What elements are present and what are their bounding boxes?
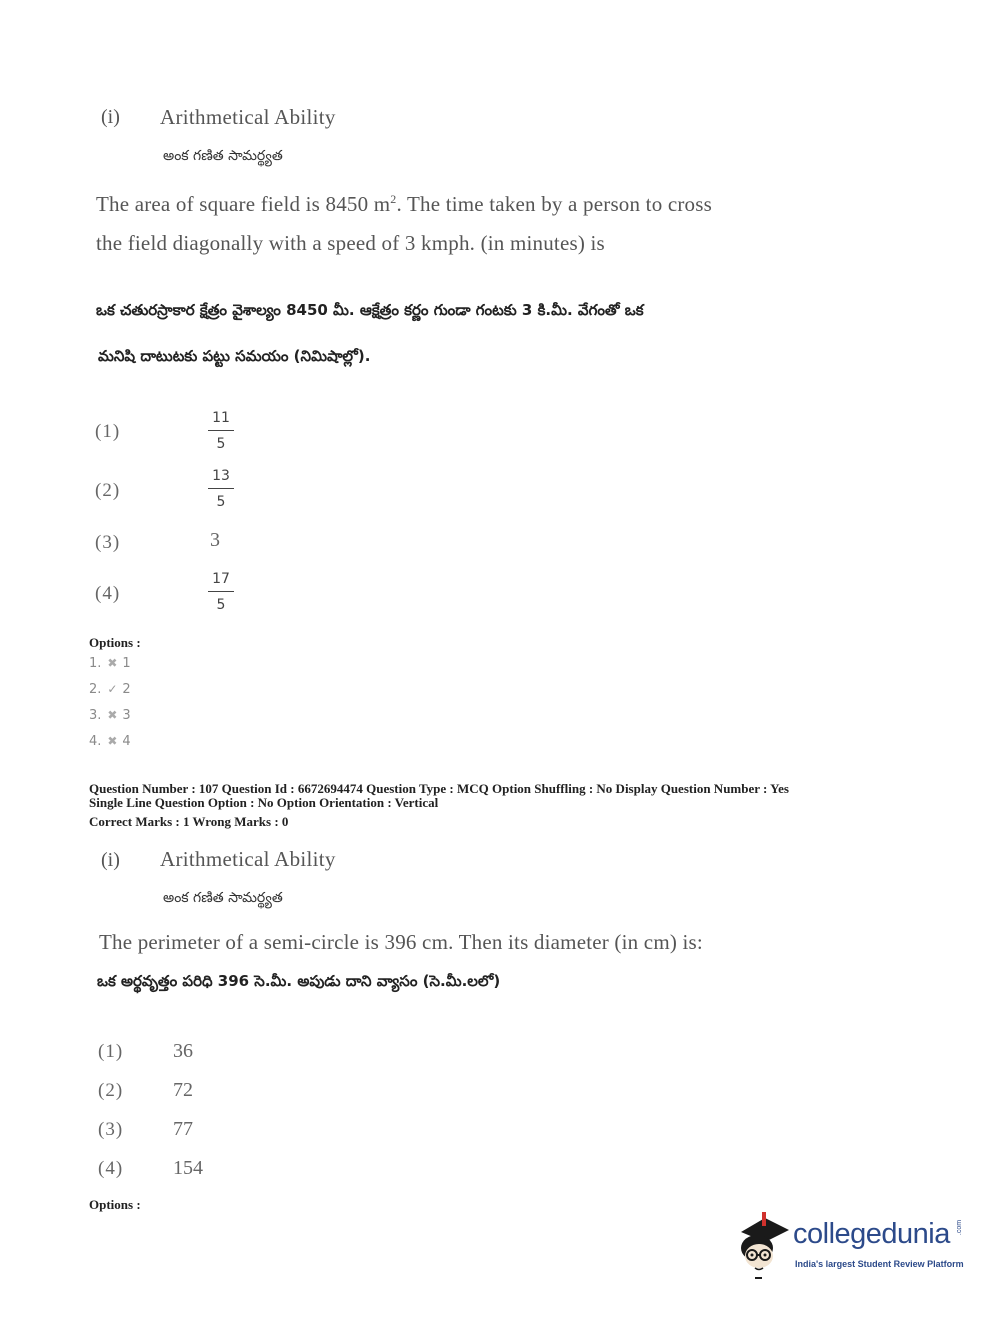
fraction-numerator: 13	[208, 467, 234, 489]
choice-number: (2)	[98, 1080, 124, 1101]
section-title: Arithmetical Ability	[160, 105, 336, 129]
choice-fraction	[208, 467, 234, 511]
fraction-numerator: 17	[208, 570, 234, 592]
choice-value: 154	[173, 1157, 203, 1179]
option-value: 4	[122, 734, 131, 749]
option-index: 2.	[89, 682, 102, 697]
question-text-english-line2: the field diagonally with a speed of 3 kmph. (in minutes) is	[96, 231, 605, 255]
check-icon: ✓	[107, 682, 118, 696]
section-title: Arithmetical Ability	[160, 847, 336, 871]
mascot-icon	[735, 1210, 795, 1280]
collegedunia-logo	[735, 1210, 965, 1280]
option-value: 3	[122, 708, 131, 723]
question-meta-line3: Correct Marks : 1 Wrong Marks : 0	[89, 814, 289, 829]
question-text-english-line1	[96, 192, 712, 217]
question-meta-line1: Question Number : 107 Question Id : 6672694474 Question Type : MCQ Option Shuffling : No Display Question Number : Yes	[89, 781, 789, 796]
choice-fraction	[208, 570, 234, 614]
choice-value: 3	[210, 529, 220, 551]
options-label: Options :	[89, 635, 141, 650]
superscript: 2	[390, 192, 397, 206]
option-row	[89, 656, 131, 671]
section-title-telugu: అంక గణిత సామర్థ్యత	[163, 890, 283, 906]
question-text-part: The area of square field is 8450 m	[96, 192, 391, 216]
choice-number: (3)	[98, 1119, 124, 1140]
question-text-part: . The time taken by a person to cross	[396, 192, 713, 216]
option-row	[89, 682, 131, 697]
fraction-denominator: 5	[216, 597, 226, 613]
question-text-telugu-line2: మనిషి దాటుటకు పట్టు సమయం (నిమిషాల్లో).	[98, 347, 371, 365]
section-number: (i)	[101, 106, 120, 128]
question-meta-line2: Single Line Question Option : No Option Orientation : Vertical	[89, 795, 439, 810]
wrong-icon: ✖	[107, 708, 118, 722]
choice-number: (4)	[95, 583, 121, 604]
choice-number: (3)	[95, 532, 121, 553]
question-text-telugu-line1: ఒక చతురస్రాకార క్షేత్రం వైశాల్యం 8450 మీ. ఆక్షేత్రం కర్ణం గుండా గంటకు 3 కి.మీ. వేగంతో ఒక	[96, 301, 644, 319]
option-index: 4.	[89, 734, 102, 749]
wrong-icon: ✖	[107, 734, 118, 748]
section-number: (i)	[101, 849, 120, 871]
option-value: 2	[122, 682, 131, 697]
logo-tagline: India's largest Student Review Platform	[795, 1259, 964, 1269]
option-index: 3.	[89, 708, 102, 723]
choice-number: (2)	[95, 480, 121, 501]
option-row	[89, 708, 131, 723]
option-value: 1	[122, 656, 131, 671]
wrong-icon: ✖	[107, 656, 118, 670]
question-text-english: The perimeter of a semi-circle is 396 cm. Then its diameter (in cm) is:	[99, 930, 703, 954]
question-text-telugu: ఒక అర్థవృత్తం పరిధి 396 సె.మీ. అపుడు దాని వ్యాసం (సె.మీ.లలో)	[97, 972, 501, 990]
fraction-denominator: 5	[216, 436, 226, 452]
options-label: Options :	[89, 1197, 141, 1212]
choice-value: 36	[173, 1040, 193, 1062]
choice-number: (1)	[98, 1041, 124, 1062]
fraction-numerator: 11	[208, 409, 234, 431]
choice-value: 72	[173, 1079, 193, 1101]
choice-fraction	[208, 409, 234, 453]
fraction-denominator: 5	[216, 494, 226, 510]
option-row	[89, 734, 131, 749]
choice-value: 77	[173, 1118, 193, 1140]
choice-number: (4)	[98, 1158, 124, 1179]
option-index: 1.	[89, 656, 102, 671]
choice-number: (1)	[95, 421, 121, 442]
logo-wordmark: collegedunia	[793, 1218, 950, 1250]
logo-com: .com	[956, 1219, 964, 1236]
section-title-telugu: అంక గణిత సామర్థ్యత	[163, 148, 283, 164]
